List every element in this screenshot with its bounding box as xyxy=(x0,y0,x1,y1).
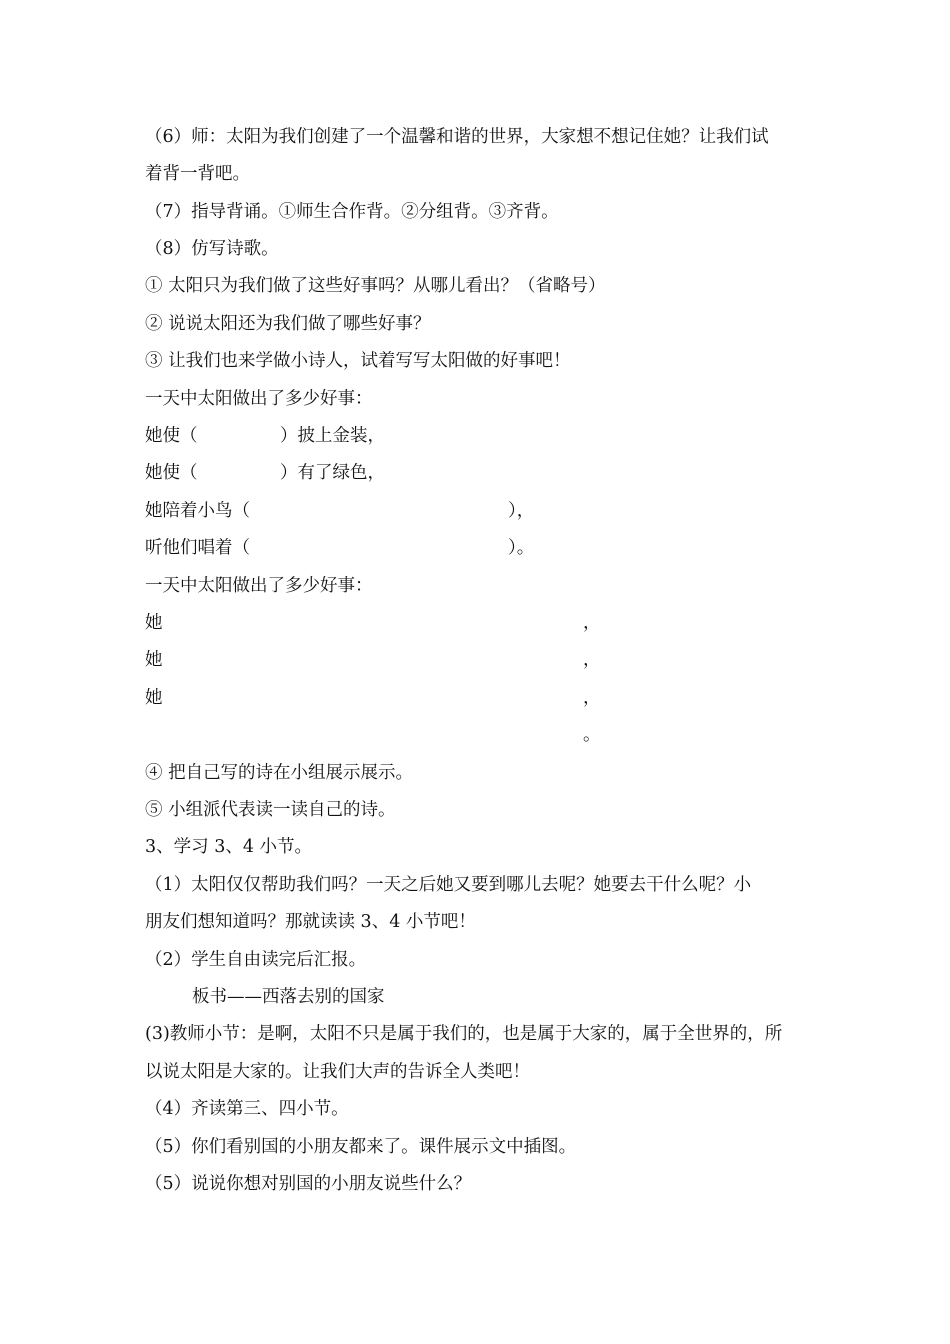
text-line: （1）太阳仅仅帮助我们吗？一天之后她又要到哪儿去呢？她要去干什么呢？小 xyxy=(145,875,752,895)
text-line: （7）指导背诵。①师生合作背。②分组背。③齐背。 xyxy=(145,202,559,222)
text-line: ④ 把自己写的诗在小组展示展示。 xyxy=(145,763,414,783)
poem-blank-line xyxy=(145,536,250,560)
text-line: (3)教师小节：是啊，太阳不只是属于我们的，也是属于大家的，属于全世界的，所 xyxy=(145,1024,783,1044)
poem-line-end: ， xyxy=(583,688,601,708)
poem-write-line: 她 xyxy=(145,650,163,670)
poem-line-end: ）披上金装， xyxy=(280,426,385,446)
poem-write-line: 她 xyxy=(145,613,163,633)
text-line: 以说太阳是大家的。让我们大声的告诉全人类吧！ xyxy=(145,1062,530,1082)
text-line: 一天中太阳做出了多少好事： xyxy=(145,389,373,409)
poem-line-start: 她使（ xyxy=(145,463,198,483)
text-line: 朋友们想知道吗？那就读读 3、4 小节吧！ xyxy=(145,912,476,932)
poem-line-end: ， xyxy=(583,613,601,633)
poem-line-end: ）。 xyxy=(508,538,535,558)
poem-line-start: 听他们唱着（ xyxy=(145,538,250,558)
text-line: （4）齐读第三、四小节。 xyxy=(145,1099,349,1119)
poem-write-line: 她 xyxy=(145,688,163,708)
text-line: 着背一背吧。 xyxy=(145,164,250,184)
poem-line-end: 。 xyxy=(583,725,601,745)
section-heading: 3、学习 3、4 小节。 xyxy=(145,837,313,857)
text-line: 一天中太阳做出了多少好事： xyxy=(145,576,373,596)
text-line: （6）师：太阳为我们创建了一个温馨和谐的世界，大家想不想记住她？让我们试 xyxy=(145,127,769,147)
poem-line-start: 她陪着小鸟（ xyxy=(145,501,250,521)
text-line: （5）说说你想对别国的小朋友说些什么？ xyxy=(145,1174,472,1194)
poem-blank-line xyxy=(145,461,198,485)
poem-line-end: ）有了绿色， xyxy=(280,463,385,483)
blackboard-note: 板书——西落去别的国家 xyxy=(192,987,385,1007)
text-line: （8）仿写诗歌。 xyxy=(145,239,279,259)
poem-blank-line xyxy=(145,499,250,523)
poem-blank-line xyxy=(145,424,198,448)
text-line: ⑤ 小组派代表读一读自己的诗。 xyxy=(145,800,396,820)
poem-line-start: 她使（ xyxy=(145,426,198,446)
text-line: （2）学生自由读完后汇报。 xyxy=(145,950,367,970)
text-line: ② 说说太阳还为我们做了哪些好事？ xyxy=(145,314,431,334)
text-line: （5）你们看别国的小朋友都来了。课件展示文中插图。 xyxy=(145,1137,577,1157)
text-line: ③ 让我们也来学做小诗人，试着写写太阳做的好事吧！ xyxy=(145,351,571,371)
poem-line-end: ， xyxy=(583,650,601,670)
text-line: ① 太阳只为我们做了这些好事吗？从哪儿看出？（省略号） xyxy=(145,276,606,296)
poem-line-end: ）， xyxy=(508,501,535,521)
